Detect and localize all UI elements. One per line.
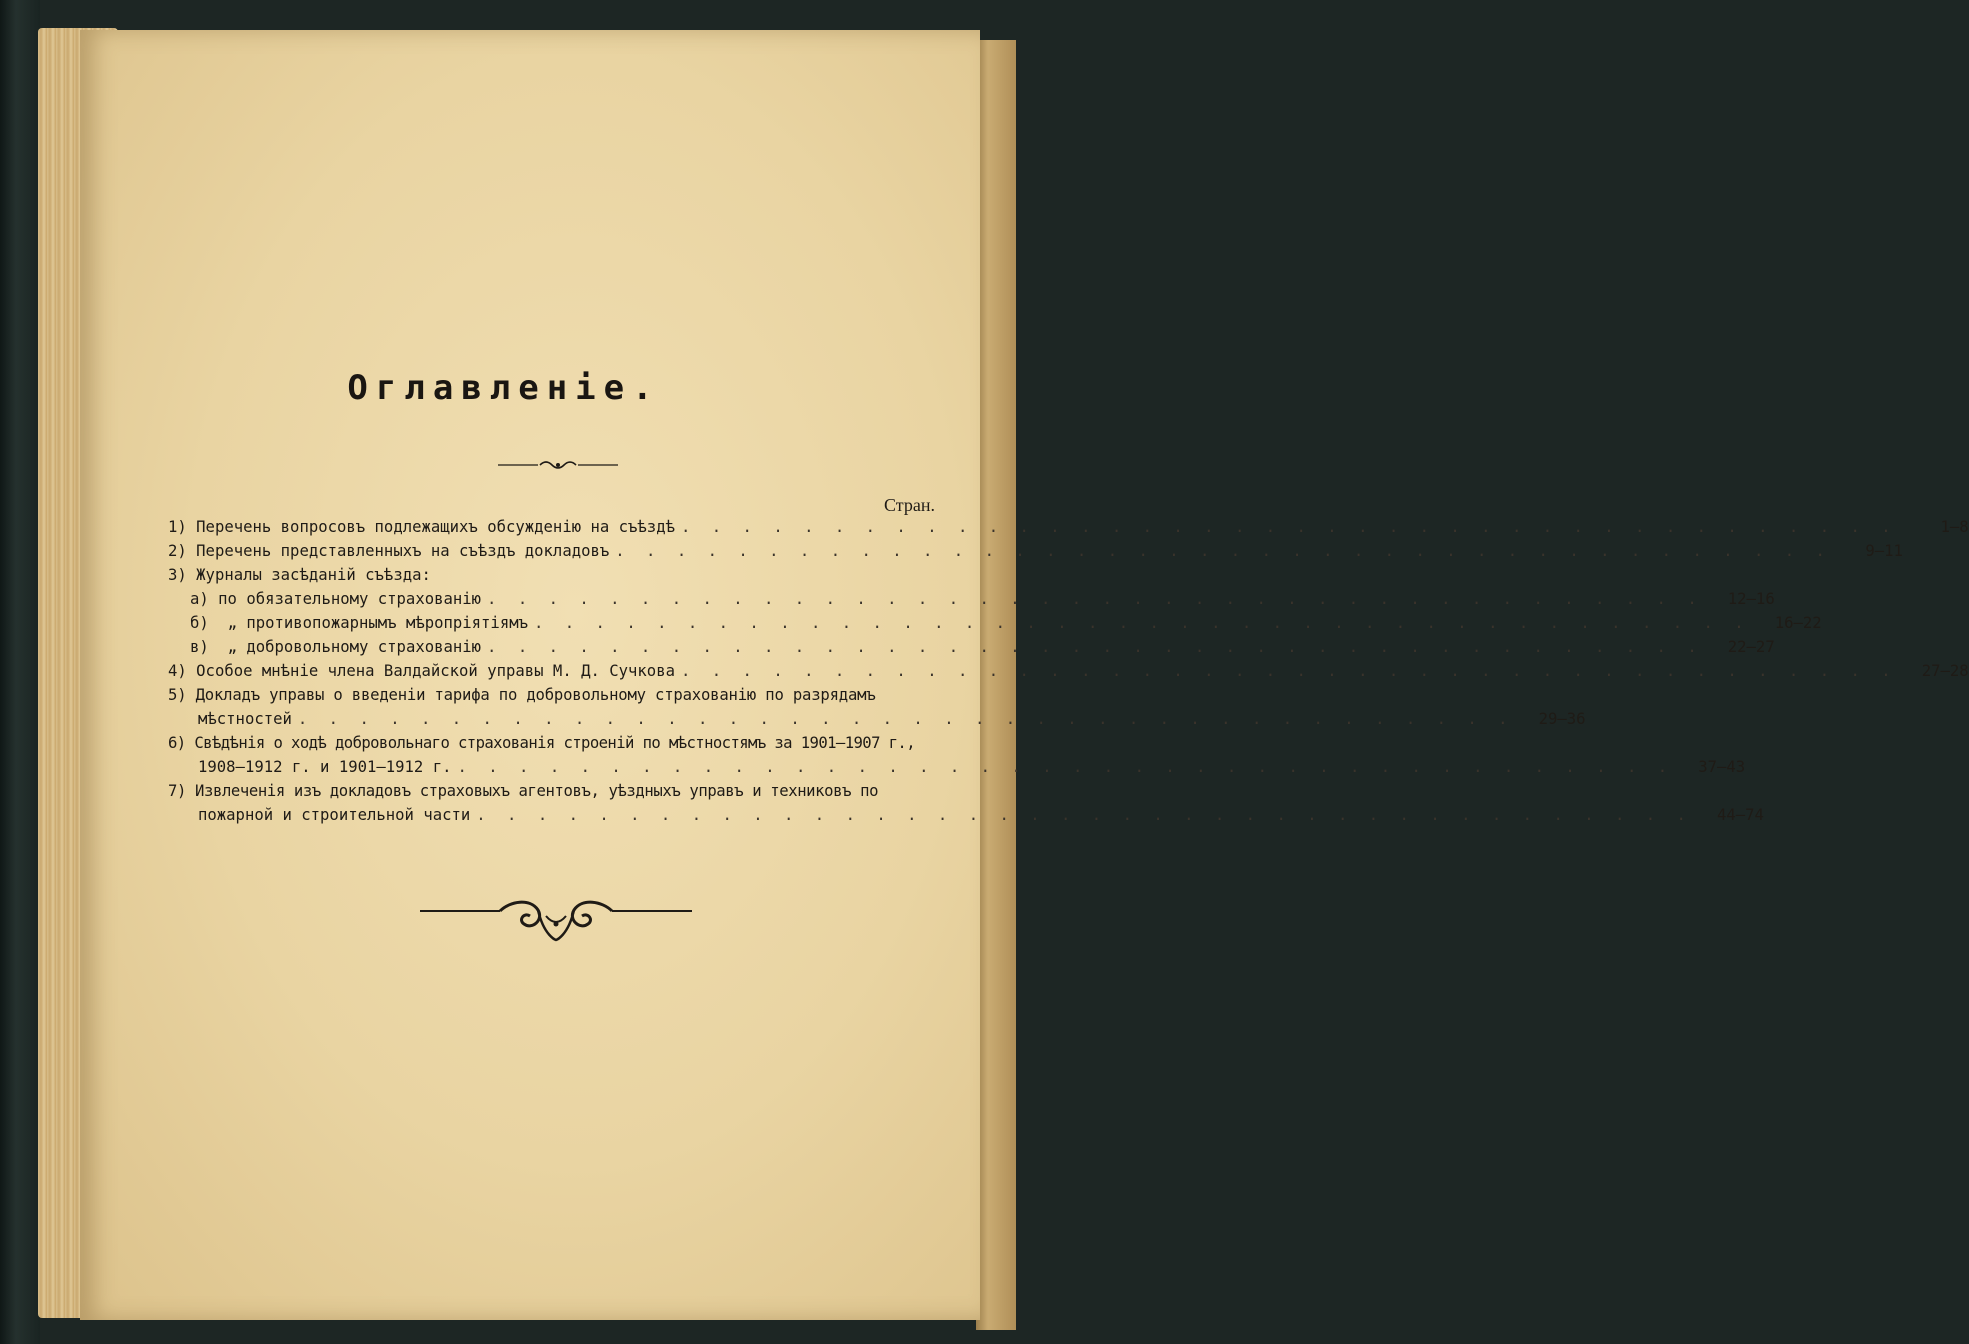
toc-entry — [168, 779, 930, 803]
leader-dots: . . . . . . . . . . . . . . . . . . . . . . . . . . . . . . . . . . . . . . . . — [680, 662, 1897, 680]
small-ornament-divider — [498, 458, 618, 472]
toc-subentry — [168, 587, 1775, 611]
toc-entry-label: 6) Свѣдѣнія о ходѣ добровольнаго страхованія строеній по мѣстностямъ за 1901—1907 г., — [168, 734, 916, 752]
toc-entry-pages: 1—8 — [1940, 518, 1969, 536]
toc-entry-pages: 9—11 — [1865, 542, 1903, 560]
leader-dots: . . . . . . . . . . . . . . . . . . . . . . . . . . . . . . . . . . . . . . . . — [487, 590, 1703, 608]
toc-entry — [168, 515, 1969, 539]
toc-entry-pages: 29—36 — [1538, 710, 1586, 728]
toc-entry — [168, 659, 1969, 683]
leader-dots: . . . . . . . . . . . . . . . . . . . . . . . . . . . . . . . . . . . . . . . . — [297, 710, 1514, 728]
toc-entry-label: 1) Перечень вопросовъ подлежащихъ обсужденію на съѣздѣ — [168, 518, 675, 536]
leader-dots: . . . . . . . . . . . . . . . . . . . . . . . . . . . . . . . . . . . . . . . . — [457, 758, 1674, 776]
toc-entry — [168, 731, 930, 755]
toc-entry-continuation — [168, 755, 1746, 779]
toc-entry-pages: 37—43 — [1698, 758, 1746, 776]
toc-entry-label: 7) Извлеченія изъ докладовъ страховыхъ агентовъ, уѣздныхъ управъ и техниковъ по — [168, 782, 879, 800]
pages-column-header: Стран. — [884, 495, 935, 515]
toc-entry-label: 4) Особое мнѣніе члена Валдайской управы М. Д. Сучкова — [168, 662, 675, 680]
leader-dots: . . . . . . . . . . . . . . . . . . . . . . . . . . . . . . . . . . . . . . . . — [615, 542, 1831, 560]
toc-entry-label: в) „ добровольному страхованію — [190, 638, 482, 656]
leader-dots: . . . . . . . . . . . . . . . . . . . . . . . . . . . . . . . . . . . . . . . . — [534, 614, 1750, 632]
table-of-contents — [168, 515, 1969, 827]
leader-dots: . . . . . . . . . . . . . . . . . . . . . . . . . . . . . . . . . . . . . . . . — [476, 806, 1692, 824]
next-page-edge — [976, 40, 1016, 1330]
toc-entry-pages: 12—16 — [1727, 590, 1775, 608]
leader-dots: . . . . . . . . . . . . . . . . . . . . . . . . . . . . . . . . . . . . . . . . — [680, 518, 1897, 536]
toc-entry-continuation — [168, 707, 1586, 731]
toc-entry-pages: 22—27 — [1727, 638, 1775, 656]
toc-subentry — [168, 635, 1775, 659]
toc-entry-continuation — [168, 803, 1764, 827]
toc-entry-label: а) по обязательному страхованію — [190, 590, 482, 608]
toc-entry-label: 1908—1912 г. и 1901—1912 г. — [198, 758, 452, 776]
toc-entry-label: 2) Перечень представленныхъ на съѣздъ докладовъ — [168, 542, 610, 560]
toc-subentry — [168, 611, 1822, 635]
toc-entry-label: пожарной и строительной части — [198, 806, 471, 824]
decorative-flourish — [420, 896, 692, 946]
toc-entry-pages: 16—22 — [1774, 614, 1822, 632]
toc-entry-pages: 27—28 — [1921, 662, 1969, 680]
toc-entry — [168, 539, 1903, 563]
book-spine — [0, 0, 40, 1344]
toc-entry-label: б) „ противопожарнымъ мѣропріятіямъ — [190, 614, 528, 632]
toc-entry-pages: 44—74 — [1716, 806, 1764, 824]
toc-entry — [168, 683, 930, 707]
toc-entry-label: мѣстностей — [198, 710, 292, 728]
page-title: Оглавленіе. — [347, 368, 661, 408]
toc-entry-label: 5) Докладъ управы о введеніи тарифа по добровольному страхованію по разрядамъ — [168, 686, 876, 704]
toc-entry — [168, 563, 930, 587]
leader-dots: . . . . . . . . . . . . . . . . . . . . . . . . . . . . . . . . . . . . . . . . — [487, 638, 1703, 656]
toc-entry-label: 3) Журналы засѣданій съѣзда: — [168, 566, 431, 584]
